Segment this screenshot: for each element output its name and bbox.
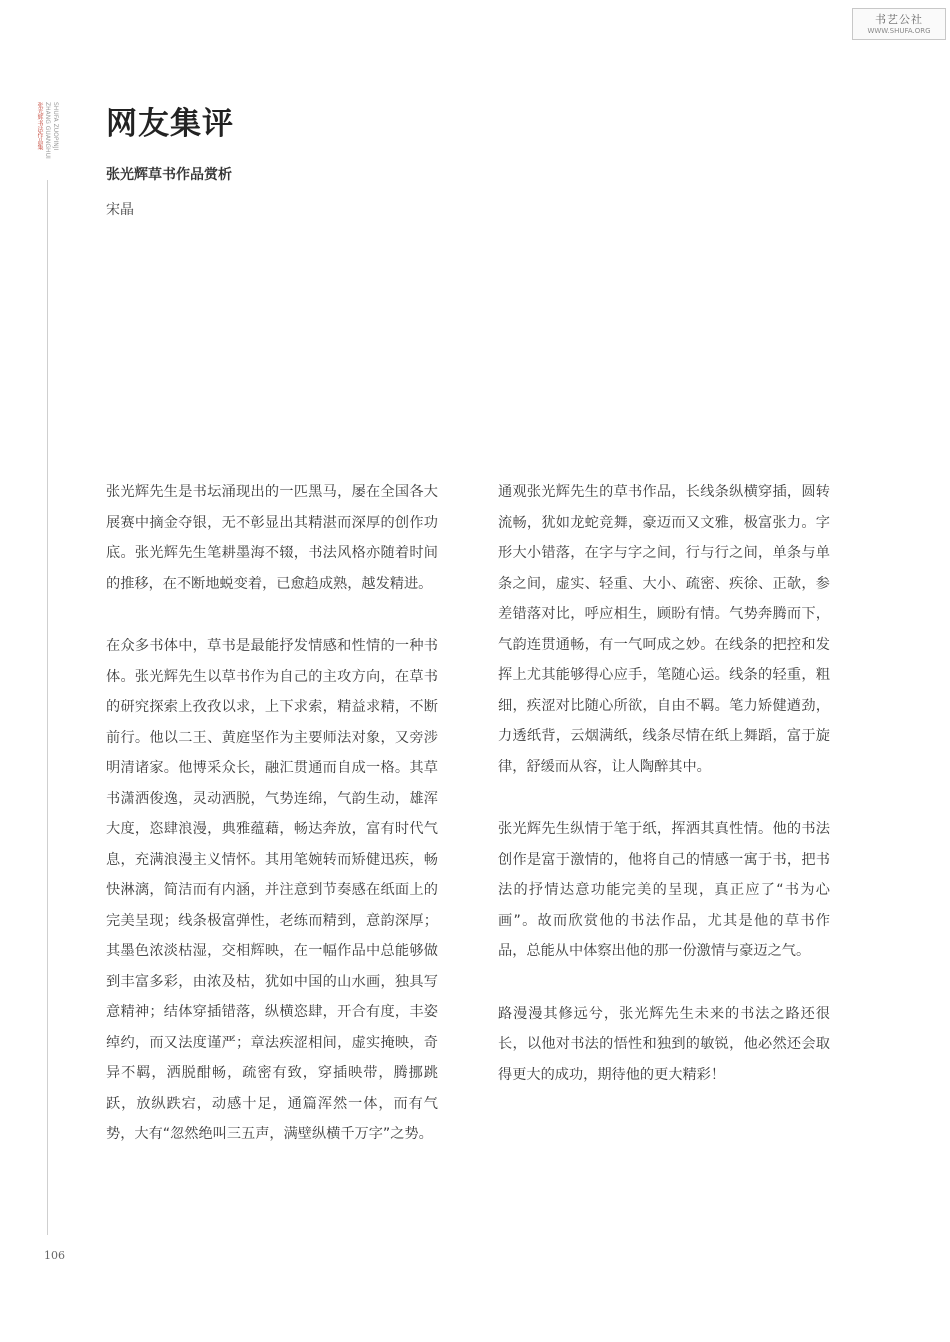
paragraph: 通观张光辉先生的草书作品，长线条纵横穿插，圆转流畅，犹如龙蛇竞舞，豪迈而又文雅，极富张力。字形大小错落，在字与字之间，行与行之间，单条与单条之间，虚实、轻重、大小、疏密、疾徐、正欹，参差错落对比，呼应相生，顾盼有情。气势奔腾而下，气韵连贯通畅，有一气呵成之妙。在线条的把控和发挥上尤其能够得心应手，笔随心运。线条的轻重，粗细，疾涩对比随心所欲，自由不羁。笔力矫健遒劲，力透纸背，云烟满纸，线条尽情在纸上舞蹈，富于旋律，舒缓而从容，让人陶醉其中。 [498, 484, 830, 775]
margin-rule [47, 180, 48, 1235]
paragraph: 路漫漫其修远兮，张光辉先生未来的书法之路还很长，以他对书法的悟性和独到的敏锐，他必然还会取得更大的成功，期待他的更大精彩！ [498, 1005, 830, 1083]
series-title-cn: 张光辉书法作品集 [36, 102, 43, 150]
paragraph: 在众多书体中，草书是最能抒发情感和性情的一种书体。张光辉先生以草书作为自己的主攻方向，在草书的研究探索上孜孜以求，上下求索，精益求精，不断前行。他以二王、黄庭坚作为主要师法对象，又旁涉明清诸家。他博采众长，融汇贯通而自成一格。其草书潇洒俊逸，灵动洒脱，气势连绵，气韵生动，雄浑大度，恣肆浪漫，典雅蕴藉，畅达奔放，富有时代气息，充满浪漫主义情怀。其用笔婉转而矫健迅疾，畅快淋漓，简洁而有内涵，并注意到节奏感在纸面上的完美呈现；线条极富弹性，老练而精到，意韵深厚；其墨色浓淡枯湿，交相辉映，在一幅作品中总能够做到丰富多彩，由浓及枯，犹如中国的山水画，独具写意精神；结体穿插错落，纵横恣肆，开合有度，丰姿绰约，而又法度谨严；章法疾涩相间，虚实掩映，奇异不羁，洒脱酣畅，疏密有致，穿插映带，腾挪跳跃，放纵跌宕，动感十足，通篇浑然一体，而有气势，大有“忽然绝叫三五声，满壁纵横千万字”之势。 [106, 638, 438, 1142]
section-title: 网友集评 [106, 106, 234, 142]
author-name: 宋晶 [106, 202, 134, 218]
watermark-url: WWW.SHUFA.ORG [867, 26, 931, 35]
series-title-en-1: ZHANG GUANGHUI [44, 102, 51, 159]
series-title-en-2: SHUFA ZUOPINJI [52, 102, 59, 151]
right-text-column [498, 477, 830, 1122]
side-series-label [36, 102, 59, 159]
paragraph: 张光辉先生纵情于笔于纸，挥洒其真性情。他的书法创作是富于激情的，他将自己的情感一寓于书，把书法的抒情达意功能完美的呈现，真正应了“书为心画”。故而欣赏他的书法作品，尤其是他的草书作品，总能从中体察出他的那一份激情与豪迈之气。 [498, 821, 830, 959]
site-watermark [852, 8, 946, 40]
page-number: 106 [44, 1249, 65, 1262]
watermark-logo: 书艺公社 [875, 12, 923, 26]
article-title: 张光辉草书作品赏析 [106, 167, 232, 183]
left-text-column [106, 477, 438, 1182]
paragraph: 张光辉先生是书坛涌现出的一匹黑马，屡在全国各大展赛中摘金夺银，无不彰显出其精湛而深厚的创作功底。张光辉先生笔耕墨海不辍，书法风格亦随着时间的推移，在不断地蜕变着，已愈趋成熟，越发精进。 [106, 484, 438, 592]
